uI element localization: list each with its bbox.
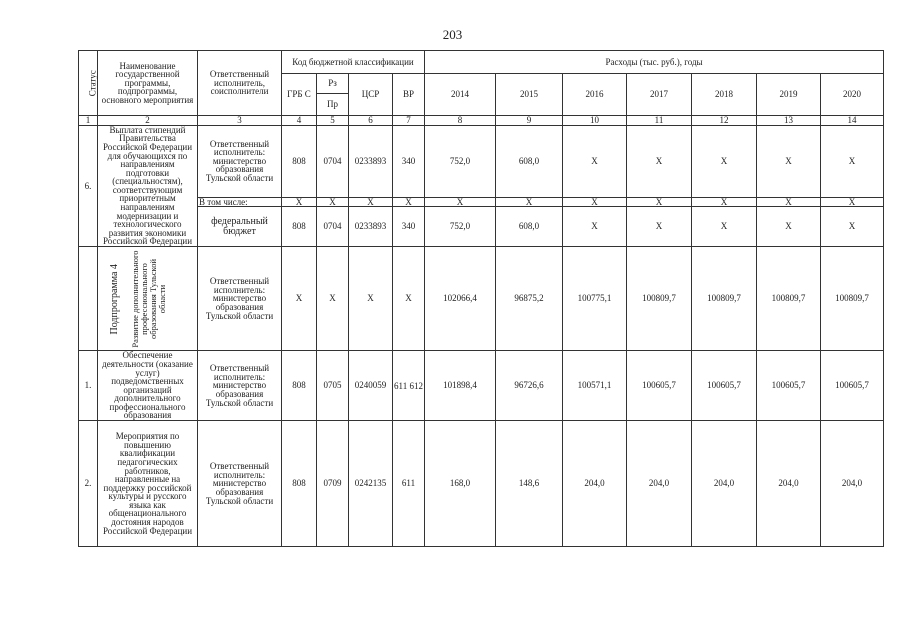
row-csr: 0233893 [349, 125, 393, 197]
row-value: 204,0 [692, 421, 757, 547]
year-header: 2016 [563, 74, 627, 116]
column-number: 7 [393, 116, 425, 126]
grbs-header: ГРБ С [282, 74, 317, 116]
row-value: 100809,7 [692, 247, 757, 351]
row-value: 100809,7 [757, 247, 821, 351]
name-header: Наименование государственной программы, подпрограммы, основного мероприятия [98, 51, 198, 116]
row-value: 608,0 [496, 207, 563, 247]
row-name: Выплата стипендий Правительства Российской Федерации для обучающихся по направлениям подготовки (специальностям), соответствующим приоритетным направлениям модернизации и технологического развития экономики Российской Федерации [98, 125, 198, 247]
column-number: 14 [821, 116, 884, 126]
row-value: X [692, 207, 757, 247]
row-responsible: федеральный бюджет [198, 207, 282, 247]
row-value: X [627, 197, 692, 207]
row-grbs: 808 [282, 125, 317, 197]
row-vr: X [393, 247, 425, 351]
row-name: Мероприятия по повышению квалификации педагогических работников, направленные на поддержку российской культуры и русского языка как общенационального достояния народов Российской Федерации [98, 421, 198, 547]
row-value: X [757, 125, 821, 197]
row-rzpr: X [317, 247, 349, 351]
row-value: 752,0 [425, 125, 496, 197]
row-value: 608,0 [496, 125, 563, 197]
row-responsible: Ответственный исполнитель: министерство образования Тульской области [198, 421, 282, 547]
row-grbs: 808 [282, 421, 317, 547]
row-csr: X [349, 247, 393, 351]
row-vr: 340 [393, 207, 425, 247]
row-value: 100775,1 [563, 247, 627, 351]
row-value: 204,0 [757, 421, 821, 547]
row-value: 752,0 [425, 207, 496, 247]
column-number: 6 [349, 116, 393, 126]
row-value: 100571,1 [563, 351, 627, 421]
expenses-header: Расходы (тыс. руб.), годы [425, 51, 884, 74]
row-rzpr: X [317, 197, 349, 207]
row-value: X [757, 197, 821, 207]
row-value: 101898,4 [425, 351, 496, 421]
year-header: 2019 [757, 74, 821, 116]
table-row [79, 125, 884, 197]
row-responsible: Ответственный исполнитель: министерство образования Тульской области [198, 351, 282, 421]
row-grbs: X [282, 247, 317, 351]
row-grbs: X [282, 197, 317, 207]
row-value: 100809,7 [821, 247, 884, 351]
year-header: 2020 [821, 74, 884, 116]
row-value: 204,0 [821, 421, 884, 547]
row-value: X [821, 125, 884, 197]
column-number: 5 [317, 116, 349, 126]
column-number: 13 [757, 116, 821, 126]
row-status: 1. [79, 351, 98, 421]
csr-header: ЦСР [349, 74, 393, 116]
row-name: Развитие дополнительного профессионального образования Тульской области [98, 247, 198, 351]
column-number: 8 [425, 116, 496, 126]
year-header: 2014 [425, 74, 496, 116]
row-value: 100809,7 [627, 247, 692, 351]
budget-table [78, 50, 884, 547]
row-grbs: 808 [282, 207, 317, 247]
row-responsible: Ответственный исполнитель: министерство образования Тульской области [198, 247, 282, 351]
budget-code-header: Код бюджетной классификации [282, 51, 425, 74]
table-row [79, 207, 884, 247]
row-value: 204,0 [627, 421, 692, 547]
row-rzpr: 0704 [317, 207, 349, 247]
responsible-header: Ответственный исполнитель, соисполнители [198, 51, 282, 116]
row-value: 168,0 [425, 421, 496, 547]
table-row [79, 247, 884, 351]
row-csr: 0240059 [349, 351, 393, 421]
row-value: X [821, 207, 884, 247]
column-number: 10 [563, 116, 627, 126]
table-row [79, 351, 884, 421]
row-value: 102066,4 [425, 247, 496, 351]
row-value: X [425, 197, 496, 207]
row-status: Подпрограмма 4 [79, 247, 98, 351]
pr-header: Пр [317, 94, 349, 116]
row-name: Обеспечение деятельности (оказание услуг) подведомственных организаций дополнительного профессионального образования [98, 351, 198, 421]
table-row [79, 197, 884, 207]
row-value: X [496, 197, 563, 207]
row-value: 204,0 [563, 421, 627, 547]
column-number: 4 [282, 116, 317, 126]
column-number: 12 [692, 116, 757, 126]
row-value: 100605,7 [627, 351, 692, 421]
column-number: 1 [79, 116, 98, 126]
row-rzpr: 0709 [317, 421, 349, 547]
row-value: 96726,6 [496, 351, 563, 421]
row-value: 100605,7 [821, 351, 884, 421]
row-csr: 0233893 [349, 207, 393, 247]
row-rzpr: 0704 [317, 125, 349, 197]
row-status: 2. [79, 421, 98, 547]
row-vr: 340 [393, 125, 425, 197]
row-value: X [563, 197, 627, 207]
table-row [79, 421, 884, 547]
column-number: 11 [627, 116, 692, 126]
row-value: 100605,7 [692, 351, 757, 421]
row-responsible: В том числе: [198, 197, 282, 207]
column-number: 9 [496, 116, 563, 126]
row-value: 100605,7 [757, 351, 821, 421]
row-csr: 0242135 [349, 421, 393, 547]
row-value: X [627, 125, 692, 197]
row-value: X [627, 207, 692, 247]
year-header: 2017 [627, 74, 692, 116]
row-value: X [821, 197, 884, 207]
row-responsible: Ответственный исполнитель: министерство образования Тульской области [198, 125, 282, 197]
row-status: 6. [79, 125, 98, 247]
row-value: 96875,2 [496, 247, 563, 351]
header-row-1 [79, 51, 884, 74]
row-value: X [757, 207, 821, 247]
row-grbs: 808 [282, 351, 317, 421]
year-header: 2018 [692, 74, 757, 116]
page-number: 203 [442, 27, 463, 42]
row-value: 148,6 [496, 421, 563, 547]
row-vr: 611 612 [393, 351, 425, 421]
column-number: 3 [198, 116, 282, 126]
rz-header: Рз [317, 74, 349, 94]
row-value: X [692, 197, 757, 207]
column-numbers-row [79, 116, 884, 126]
row-value: X [563, 125, 627, 197]
row-rzpr: 0705 [317, 351, 349, 421]
row-vr: X [393, 197, 425, 207]
vr-header: ВР [393, 74, 425, 116]
year-header: 2015 [496, 74, 563, 116]
row-value: X [692, 125, 757, 197]
row-vr: 611 [393, 421, 425, 547]
status-header: Статус [79, 51, 98, 116]
column-number: 2 [98, 116, 198, 126]
row-value: X [563, 207, 627, 247]
row-csr: X [349, 197, 393, 207]
